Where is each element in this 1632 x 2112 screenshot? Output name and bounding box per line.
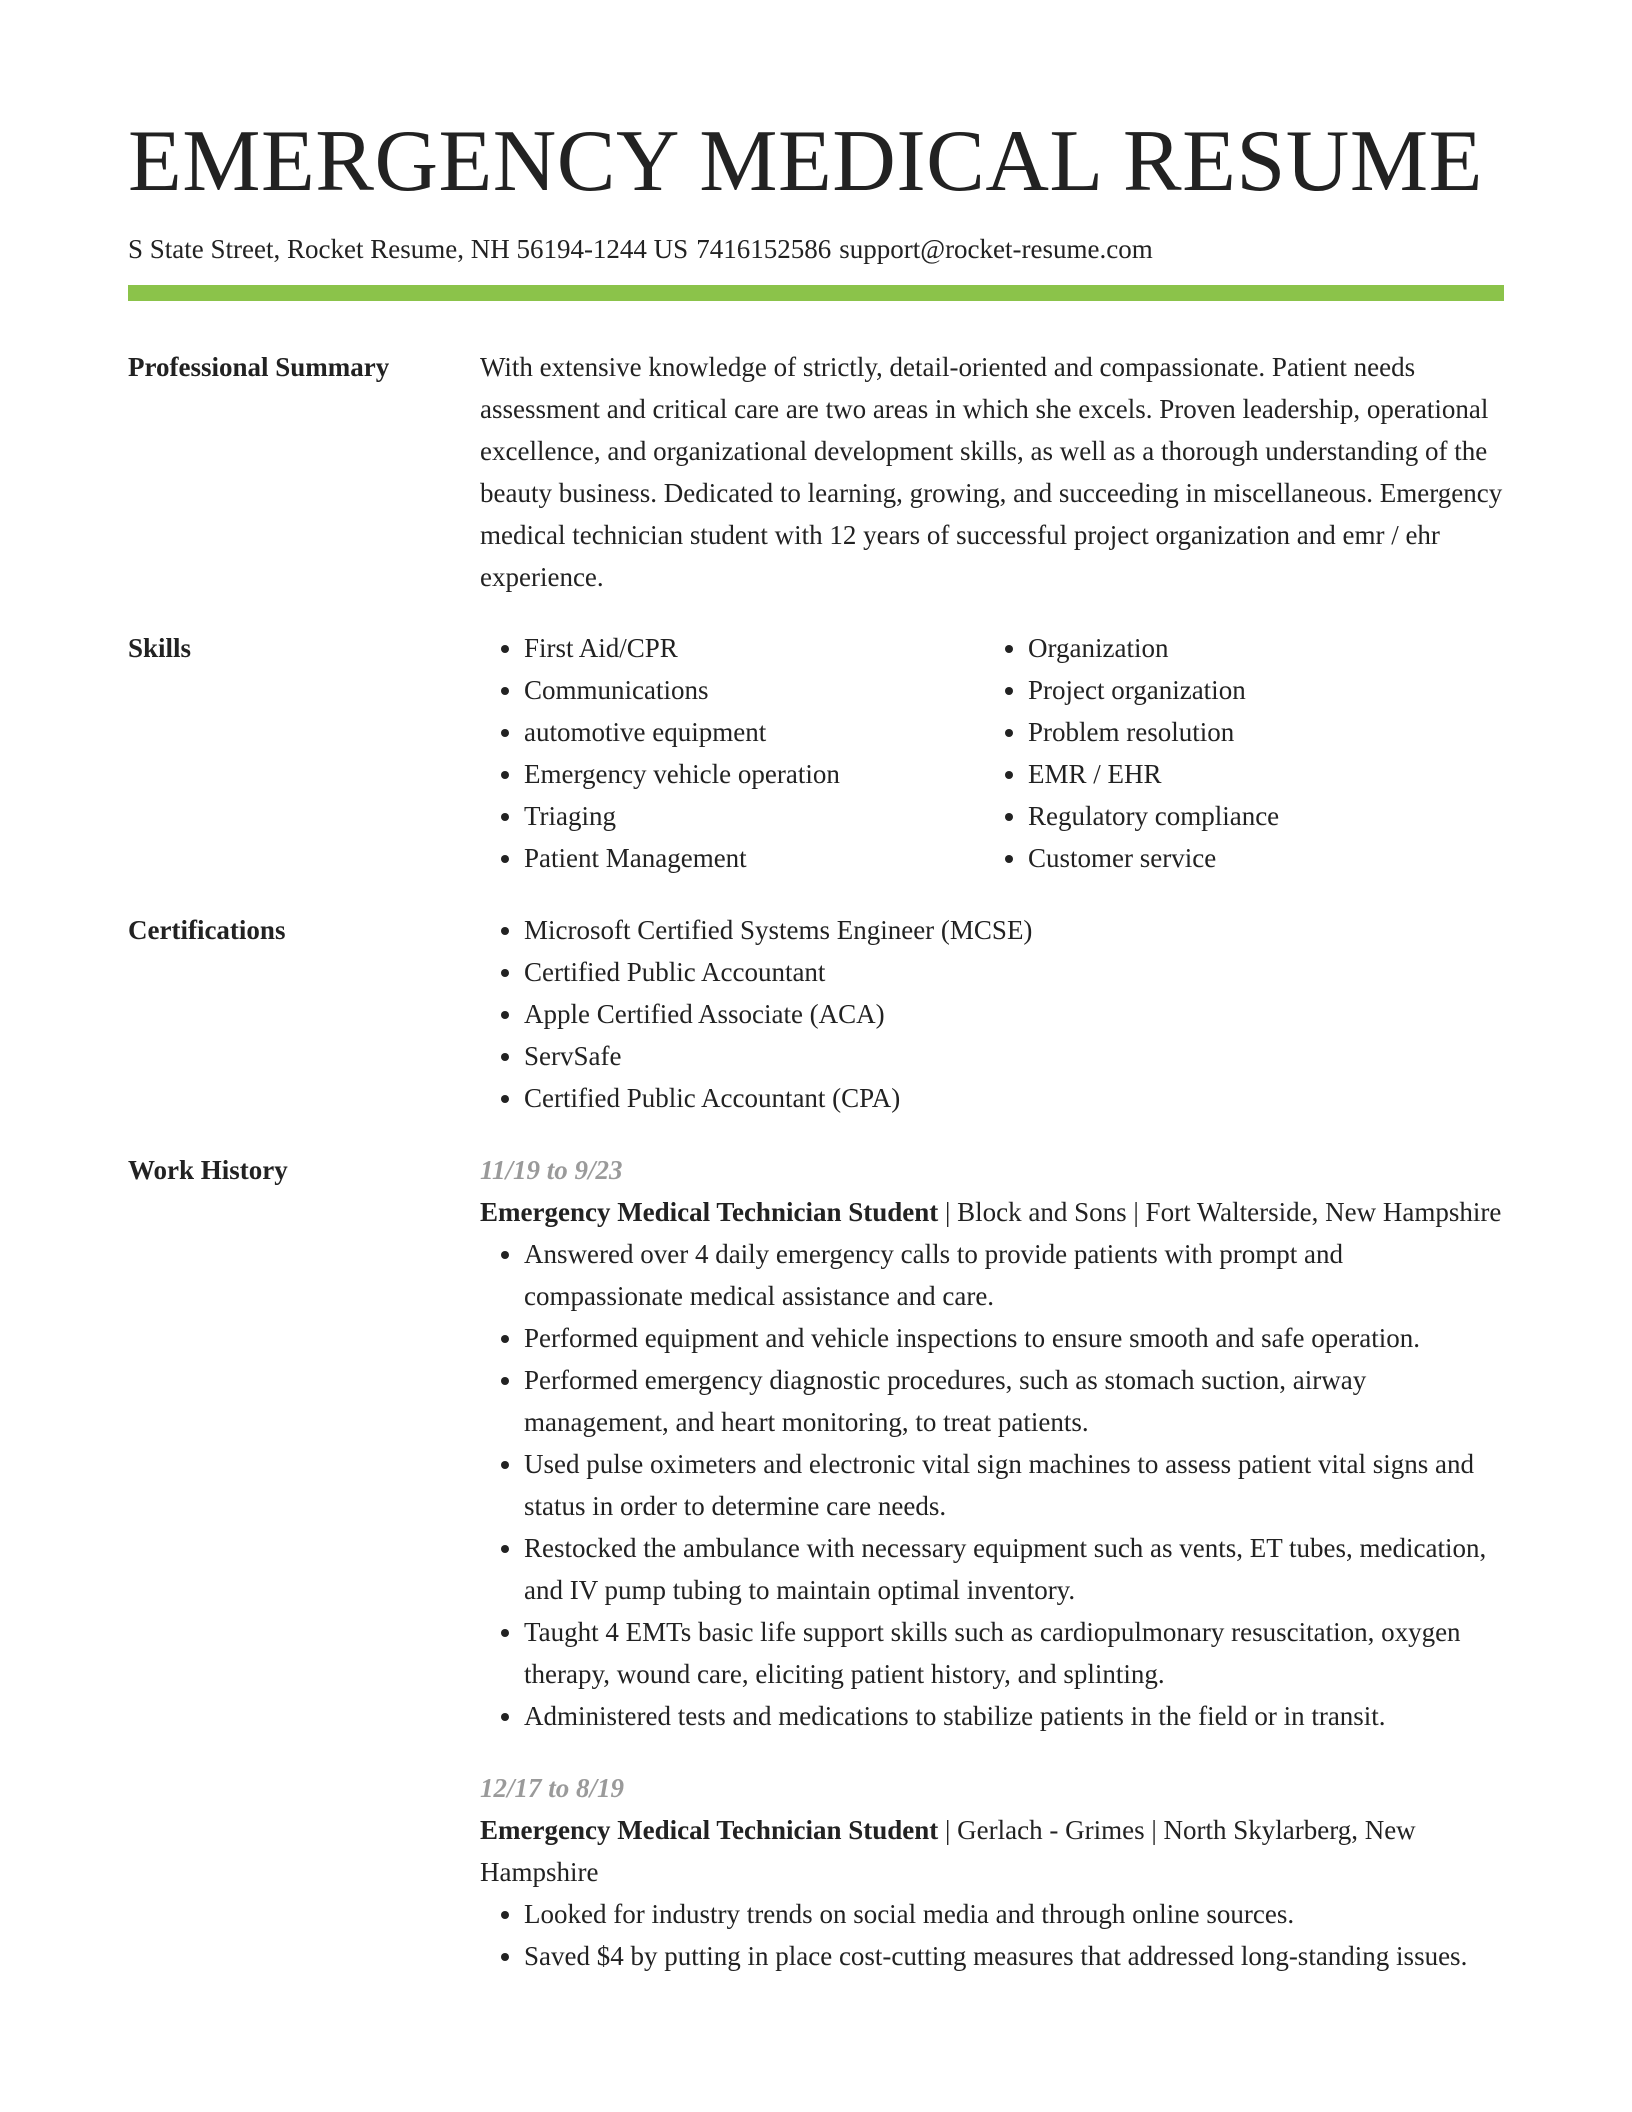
job-dates: 12/17 to 8/19 [480,1773,625,1803]
header-divider [128,285,1504,301]
job-bullet: • Saved $4 by putting in place cost-cutting measures that addressed long-standing issues. [524,1935,1504,1977]
contact-email: support@rocket-resume.com [839,234,1153,264]
skills-list-right [984,627,1488,879]
skill-item: • Patient Management [524,837,984,879]
contact-address: S State Street, Rocket Resume, NH 56194-1244 US [128,234,689,264]
contact-phone: 7416152586 [696,234,832,264]
certification-item: • Microsoft Certified Systems Engineer (MCSE) [524,909,1504,951]
skills-columns [480,627,1504,879]
job-bullet: • Administered tests and medications to stabilize patients in the field or in transit. [524,1695,1504,1737]
skill-item: • Communications [524,669,984,711]
skill-item: • automotive equipment [524,711,984,753]
job-details: | Gerlach - Grimes | North Skylarberg, New Hampshire [480,1815,1416,1887]
summary-text: With extensive knowledge of strictly, detail-oriented and compassionate. Patient needs assessment and critical care are two areas in which she excels. Proven leadership, operational excellence, and organizational development skills, as well as a thorough understanding of the beauty business. Dedicated to learning, growing, and succeeding in miscellaneous. Emergency medical technician student with 12 years of successful project organization and emr / ehr experience. [480,352,1503,592]
skill-item: • EMR / EHR [1028,753,1488,795]
certifications-section [480,909,1504,1119]
job-title-line [480,1809,1504,1893]
skill-item: • Emergency vehicle operation [524,753,984,795]
job-entry [480,1767,1504,1977]
skills-column-right [984,627,1488,879]
skills-section [480,627,1504,879]
job-bullets [480,1233,1504,1737]
job-title-line [480,1191,1504,1233]
skill-item: • Customer service [1028,837,1488,879]
resume-name: EMERGENCY MEDICAL RESUME [128,113,1483,210]
job-bullet: • Restocked the ambulance with necessary equipment such as vents, ET tubes, medication, and IV pump tubing to maintain optimal inventory. [524,1527,1504,1611]
skill-item: • First Aid/CPR [524,627,984,669]
job-bullet: • Performed emergency diagnostic procedures, such as stomach suction, airway management, and heart monitoring, to treat patients. [524,1359,1504,1443]
skill-item: • Organization [1028,627,1488,669]
skill-item: • Regulatory compliance [1028,795,1488,837]
section-label-certifications: Certifications [128,915,286,945]
section-label-work-history: Work History [128,1155,288,1185]
certification-item: • ServSafe [524,1035,1504,1077]
skills-list-left [480,627,984,879]
summary-section [480,346,1504,598]
section-label-summary: Professional Summary [128,352,390,382]
job-entry [480,1149,1504,1737]
job-bullet: • Answered over 4 daily emergency calls to provide patients with prompt and compassionate medical assistance and care. [524,1233,1504,1317]
job-bullet: • Looked for industry trends on social media and through online sources. [524,1893,1504,1935]
job-title: Emergency Medical Technician Student [480,1815,939,1845]
work-history-section [480,1149,1504,1977]
skill-item: • Triaging [524,795,984,837]
job-bullet: • Taught 4 EMTs basic life support skills such as cardiopulmonary resuscitation, oxygen therapy, wound care, eliciting patient history, and splinting. [524,1611,1504,1695]
job-title: Emergency Medical Technician Student [480,1197,939,1227]
job-bullets [480,1893,1504,1977]
certifications-list [480,909,1504,1119]
contact-line [128,232,1153,266]
job-details: | Block and Sons | Fort Walterside, New Hampshire [938,1197,1502,1227]
section-label-skills: Skills [128,633,192,663]
skills-column-left [480,627,984,879]
job-dates: 11/19 to 9/23 [480,1155,623,1185]
skill-item: • Problem resolution [1028,711,1488,753]
certification-item: • Certified Public Accountant (CPA) [524,1077,1504,1119]
certification-item: • Certified Public Accountant [524,951,1504,993]
job-bullet: • Used pulse oximeters and electronic vital sign machines to assess patient vital signs and status in order to determine care needs. [524,1443,1504,1527]
skill-item: • Project organization [1028,669,1488,711]
certification-item: • Apple Certified Associate (ACA) [524,993,1504,1035]
job-bullet: • Performed equipment and vehicle inspections to ensure smooth and safe operation. [524,1317,1504,1359]
